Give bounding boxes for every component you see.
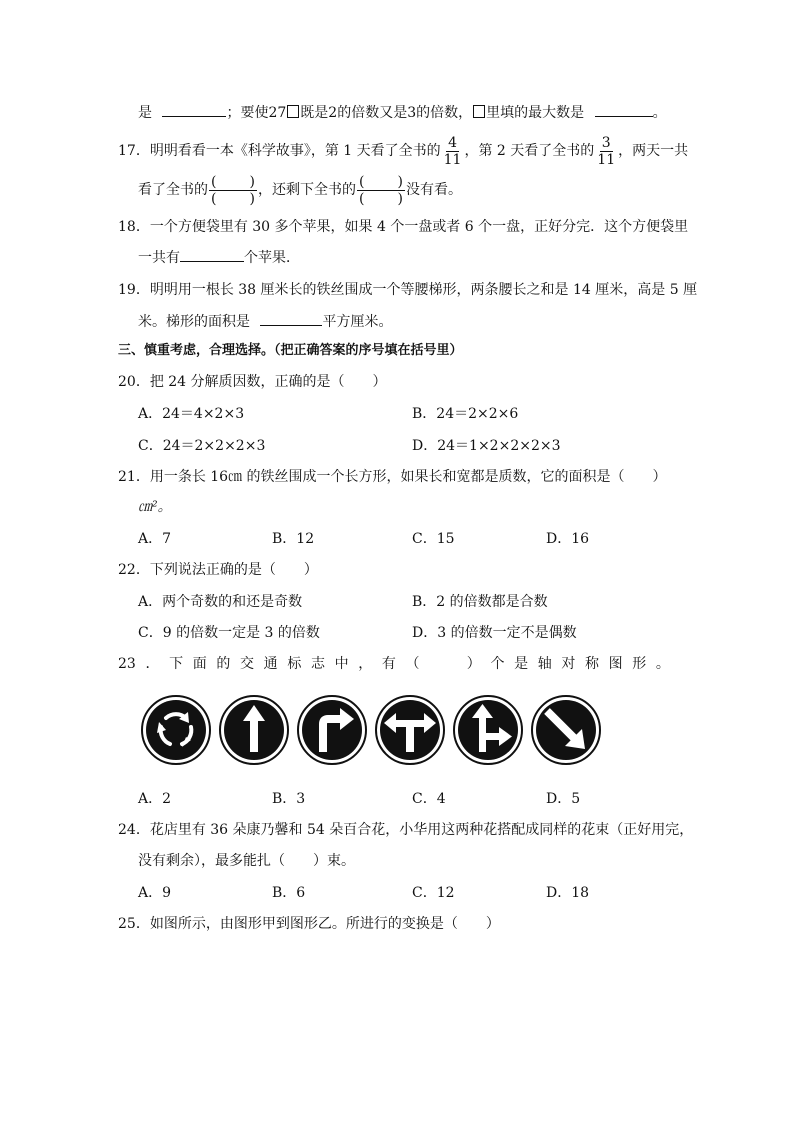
q23-option-b[interactable]: B．3 — [272, 791, 306, 807]
q23-char: 标 — [287, 656, 302, 672]
fraction-3-11 — [595, 135, 617, 168]
q20-option-a[interactable]: A．24＝4×2×3 — [138, 406, 245, 422]
q17-text-4: 看了全书的 — [138, 182, 208, 198]
q16-text-6: 里填的最大数是 — [486, 105, 585, 121]
q24-text-1: 花店里有 36 朵康乃馨和 54 朵百合花，小华用这两种花搭配成同样的花束（正好用完， — [149, 822, 694, 838]
fraction-numerator — [357, 174, 405, 191]
straight-arrow-sign-icon — [218, 694, 290, 766]
q23-char: ， — [358, 656, 373, 672]
q23-char: （ — [405, 656, 420, 672]
question-number: 17． — [118, 143, 150, 159]
q21-line-1 — [118, 467, 667, 487]
q19-text-1: 明明用一根长 38 厘米长的铁丝围成一个等腰梯形，两条腰长之和是 14 厘米，高是 5 厘 — [149, 282, 698, 298]
q20-text: 把 24 分解质因数，正确的是（ ） — [149, 374, 387, 390]
q23-char: 面 — [192, 656, 207, 672]
q23-char: 有 — [381, 656, 396, 672]
q25-text: 如图所示，由图形甲到图形乙。所进行的变换是（ ） — [149, 916, 500, 932]
q23-answer-blank[interactable] — [429, 654, 457, 674]
q23-char: 图 — [608, 656, 623, 672]
q23-char: 对 — [561, 656, 576, 672]
fraction-denominator: 11 — [443, 151, 462, 168]
q16-text-3: 既是 — [300, 105, 329, 121]
fraction-denominator — [209, 191, 257, 207]
q17-text-3: ，两天一共 — [618, 143, 689, 159]
right-turn-sign-icon — [296, 694, 368, 766]
q23-option-c[interactable]: C．4 — [412, 791, 446, 807]
q24-line-2: 没有剩余），最多能扎（ ）束。 — [138, 853, 355, 869]
question-number: 20． — [118, 374, 150, 390]
q22-option-a[interactable]: A．两个奇数的和还是奇数 — [138, 594, 303, 610]
q22-option-d[interactable]: D．3 的倍数一定不是偶数 — [412, 625, 577, 641]
q19-text-2: 米。梯形的面积是 — [138, 314, 250, 330]
q16-text-5: 的倍数， — [416, 105, 473, 121]
q24-line-1 — [118, 820, 693, 840]
q23-char: 形 — [632, 656, 647, 672]
q17-text-6: 没有看。 — [406, 182, 462, 198]
digit-box-icon — [473, 105, 485, 118]
q23-stem — [118, 654, 670, 674]
q21-option-b[interactable]: B．12 — [272, 531, 315, 547]
q17-text-2: ，第 2 天看了全书的 — [464, 143, 595, 159]
fraction-denominator: 11 — [597, 151, 616, 168]
q18-line-2 — [138, 247, 300, 268]
q16-line — [138, 102, 667, 123]
fraction-4-11 — [442, 135, 464, 168]
section-heading: 三、慎重考虑，合理选择。（把正确答案的序号填在括号里） — [118, 343, 463, 358]
roundabout-sign-icon — [140, 694, 212, 766]
q23-char: ． — [145, 656, 160, 672]
q22-option-b[interactable]: B．2 的倍数都是合数 — [412, 594, 548, 610]
question-number: 22． — [118, 562, 150, 578]
q16-text-1: 是 — [138, 105, 152, 121]
q24-option-b[interactable]: B．6 — [272, 885, 306, 901]
straight-or-right-sign-icon — [452, 694, 524, 766]
q21-text-1: 用一条长 16㎝ 的铁丝围成一个长方形，如果长和宽都是质数，它的面积是（ ） — [149, 469, 667, 485]
q16-n3: 3 — [407, 105, 417, 121]
fraction-numerator: 3 — [601, 134, 611, 151]
question-number: 21． — [118, 469, 150, 485]
q17-text-1: 明明看看一本《科学故事》，第 1 天看了全书的 — [149, 143, 441, 159]
q24-option-c[interactable]: C．12 — [412, 885, 455, 901]
q23-char: 。 — [655, 656, 670, 672]
q21-line-2: ㎝²。 — [138, 499, 172, 515]
paren-close: ) — [397, 190, 403, 207]
q22-option-c[interactable]: C．9 的倍数一定是 3 的倍数 — [138, 625, 320, 641]
q21-option-d[interactable]: D．16 — [546, 531, 590, 547]
q17-line-2 — [138, 172, 462, 208]
q23-option-d[interactable]: D．5 — [546, 791, 581, 807]
q21-option-a[interactable]: A．7 — [138, 531, 172, 547]
paren-open: ( — [359, 190, 365, 207]
q25-stem — [118, 914, 500, 934]
paren-open: ( — [359, 173, 365, 190]
q23-char: 志 — [310, 656, 325, 672]
fraction-blank-2[interactable] — [357, 174, 405, 207]
question-number: 24． — [118, 822, 150, 838]
q20-option-b[interactable]: B．24＝2×2×6 — [412, 406, 519, 422]
q19-line-2 — [138, 311, 392, 332]
q17-text-5: ，还剩下全书的 — [258, 182, 356, 198]
q17-line-1 — [118, 134, 688, 168]
q16-text-2: ；要使 — [226, 105, 269, 121]
q23-char: ） — [466, 656, 481, 672]
q23-char: 个 — [490, 656, 505, 672]
q18-text-2: 一共有 — [138, 250, 180, 266]
q22-stem — [118, 560, 318, 580]
q19-line-1 — [118, 280, 697, 300]
q20-option-c[interactable]: C．24＝2×2×2×3 — [138, 438, 266, 454]
paren-close: ) — [249, 173, 255, 190]
q23-char: 是 — [514, 656, 529, 672]
paren-close: ) — [249, 190, 255, 207]
fraction-denominator — [357, 191, 405, 207]
q19-text-3: 平方厘米。 — [322, 314, 393, 330]
q16-end: 。 — [652, 105, 667, 121]
q16-blank-1[interactable] — [162, 102, 226, 117]
q18-text-3: 个苹果． — [244, 250, 300, 266]
q23-char: 23 — [118, 656, 136, 672]
fraction-numerator: 4 — [448, 134, 458, 151]
q16-text-4: 的倍数又是 — [337, 105, 408, 121]
q23-char: 轴 — [537, 656, 552, 672]
q23-char: 中 — [334, 656, 349, 672]
fraction-numerator — [209, 174, 257, 191]
question-number: 19． — [118, 282, 150, 298]
q20-option-d[interactable]: D．24＝1×2×2×2×3 — [412, 438, 561, 454]
q23-option-a[interactable]: A．2 — [138, 791, 172, 807]
q18-blank[interactable] — [180, 247, 244, 262]
q19-blank[interactable] — [260, 311, 322, 326]
q24-option-d[interactable]: D．18 — [546, 885, 590, 901]
q22-text: 下列说法正确的是（ ） — [149, 562, 318, 578]
q23-char: 称 — [585, 656, 599, 672]
paren-open: ( — [211, 173, 217, 190]
fraction-blank-1[interactable] — [209, 174, 257, 207]
q23-char: 交 — [240, 656, 255, 672]
q23-char: 下 — [169, 656, 184, 672]
q16-number: 27 — [268, 105, 287, 121]
q23-char: 的 — [216, 656, 231, 672]
paren-open: ( — [211, 190, 217, 207]
diagonal-arrow-sign-icon — [530, 694, 602, 766]
question-number: 18． — [118, 219, 150, 235]
digit-box-icon — [287, 105, 299, 118]
q24-option-a[interactable]: A．9 — [138, 885, 172, 901]
q18-text-1: 一个方便袋里有 30 多个苹果，如果 4 个一盘或者 6 个一盘，正好分完．这个方便袋里 — [149, 219, 689, 235]
q23-char: 通 — [263, 656, 278, 672]
q16-blank-2[interactable] — [595, 102, 653, 117]
q20-stem — [118, 372, 387, 392]
paren-close: ) — [397, 173, 403, 190]
q21-option-c[interactable]: C．15 — [412, 531, 455, 547]
left-right-split-sign-icon — [374, 694, 446, 766]
q16-n2: 2 — [328, 105, 338, 121]
q18-line-1 — [118, 217, 688, 237]
question-number: 25． — [118, 916, 150, 932]
